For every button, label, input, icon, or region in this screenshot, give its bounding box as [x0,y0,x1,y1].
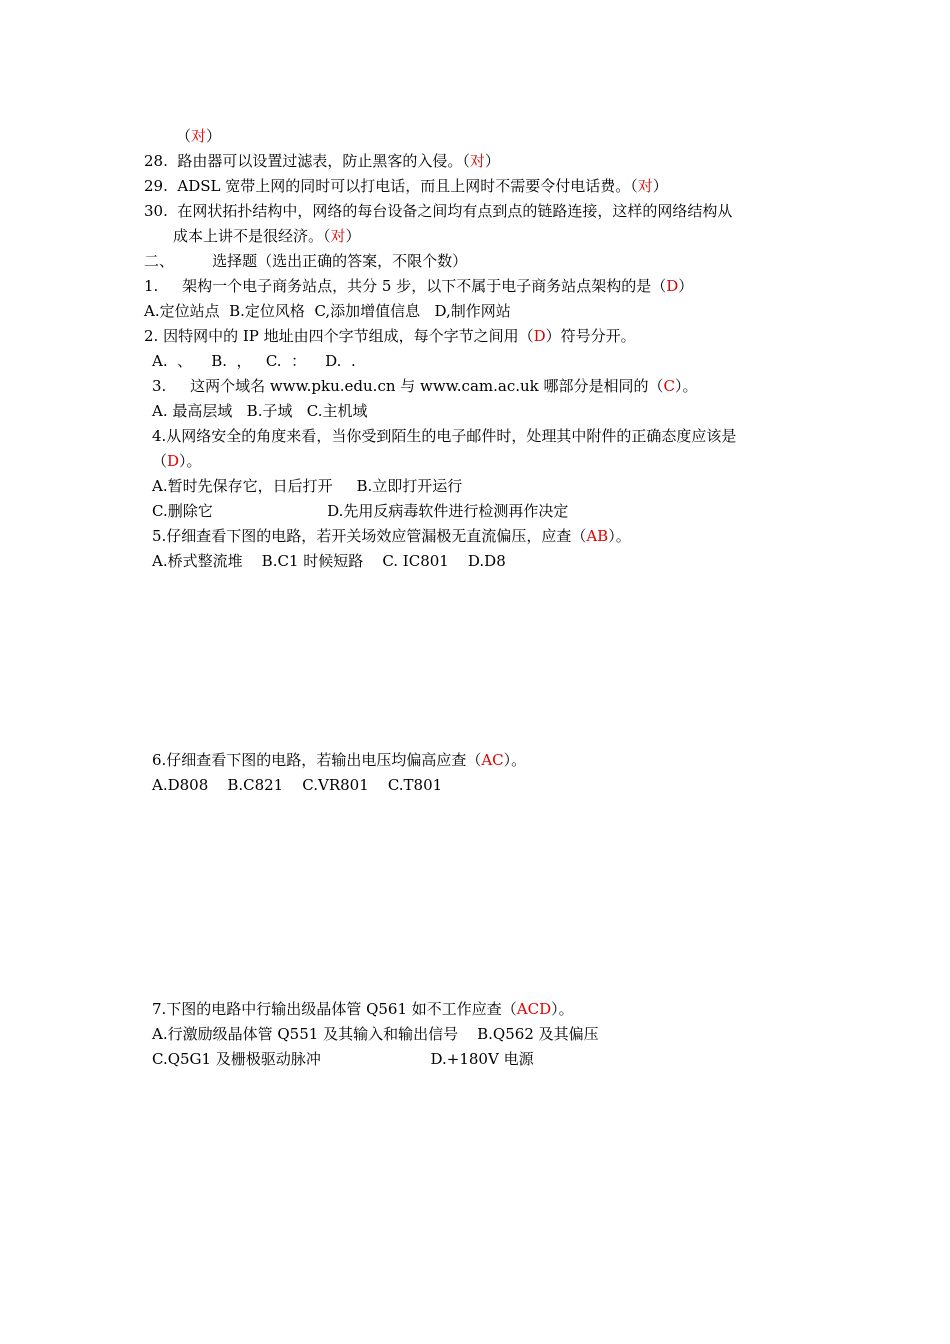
line-text: 28. 路由器可以设置过滤表，防止黑客的入侵。（ [144,152,470,170]
line-text: 2. 因特网中的 IP 地址由四个字节组成，每个字节之间用（ [144,327,534,345]
question-30-cont [173,226,361,246]
line-text: 29. ADSL 宽带上网的同时可以打电话，而且上网时不需要令付电话费。（ [144,177,638,195]
line-text: ）。 [503,751,527,769]
choice-question-6 [152,750,526,770]
choice-question-4-cont [152,451,202,471]
line-text: ） [206,127,222,145]
line-text: C.Q5G1 及栅极驱动脉冲 D.+180V 电源 [152,1050,534,1068]
line-text: A.定位站点 B.定位风格 C,添加增值信息 D,制作网站 [144,302,511,320]
line-text: A.行激励级晶体管 Q551 及其输入和输出信号 B.Q562 及其偏压 [152,1025,599,1043]
line-text: 二、 选择题（选出正确的答案，不限个数） [144,252,468,270]
answer-mark: ACD [516,1000,552,1018]
choice-question-7 [152,999,574,1019]
line-text: A.暂时先保存它，日后打开 B.立即打开运行 [152,477,463,495]
line-text: C.删除它 D.先用反病毒软件进行检测再作决定 [152,502,569,520]
line-text: A. 、 B. ， C. ： D. . [152,352,356,370]
line-text: ） [678,277,694,295]
line-text: ）。 [179,452,202,470]
answer-mark: 对 [637,177,653,195]
choice-options-1 [144,301,511,321]
choice-question-1 [144,276,693,296]
line-text: 1. 架构一个电子商务站点，共分 5 步，以下不属于电子商务站点架构的是（ [144,277,667,295]
choice-options-4b [152,501,568,521]
line-text: 成本上讲不是很经济。（ [173,227,331,245]
choice-options-6 [152,775,442,795]
line-text: A. 最高层域 B.子域 C.主机域 [152,402,368,420]
answer-mark: 对 [469,152,485,170]
answer-mark: AC [481,751,504,769]
choice-options-7a [152,1024,599,1044]
line-text: A.桥式整流堆 B.C1 时候短路 C. IC801 D.D8 [152,552,506,570]
choice-options-5 [152,551,506,571]
line-text: 6.仔细查看下图的电路，若输出电压均偏高应查（ [152,751,482,769]
choice-question-4 [152,426,736,446]
question-29 [144,176,668,196]
choice-options-7b [152,1049,534,1069]
line-text: 3. 这两个域名 www.pku.edu.cn 与 www.cam.ac.uk 哪部分是相同的（ [152,377,664,395]
line-text: ）。 [551,1000,574,1018]
section-heading-choice [144,251,467,271]
line-text: A.D808 B.C821 C.VR801 C.T801 [152,776,443,794]
choice-question-3 [152,376,698,396]
answer-line-27-cont [176,126,221,146]
line-text: ） [484,152,500,170]
answer-mark: 对 [330,227,346,245]
answer-mark: C [663,377,676,395]
question-30 [144,201,732,221]
choice-question-2 [144,326,636,346]
question-28 [144,151,500,171]
line-text: 4.从网络安全的角度来看，当你受到陌生的电子邮件时，处理其中附件的正确态度应该是 [152,427,737,445]
choice-options-2 [152,351,356,371]
choice-options-4a [152,476,462,496]
line-text: 5.仔细查看下图的电路，若开关场效应管漏极无直流偏压，应查（ [152,527,587,545]
answer-mark: D [167,452,180,470]
line-text: ） [345,227,361,245]
choice-options-3 [152,401,367,421]
answer-mark: 对 [191,127,207,145]
line-text: 7.下图的电路中行输出级晶体管 Q561 如不工作应查（ [152,1000,517,1018]
answer-mark: D [533,327,546,345]
answer-mark: D [666,277,679,295]
line-text: 30. 在网状拓扑结构中，网络的每台设备之间均有点到点的链路连接，这样的网络结构从 [144,202,733,220]
line-text: （ [176,127,192,145]
line-text: ）。 [675,377,698,395]
line-text: ） [652,177,668,195]
line-text: （ [152,452,168,470]
line-text: ）。 [608,527,631,545]
line-text: ）符号分开。 [545,327,636,345]
answer-mark: AB [586,527,609,545]
choice-question-5 [152,526,631,546]
